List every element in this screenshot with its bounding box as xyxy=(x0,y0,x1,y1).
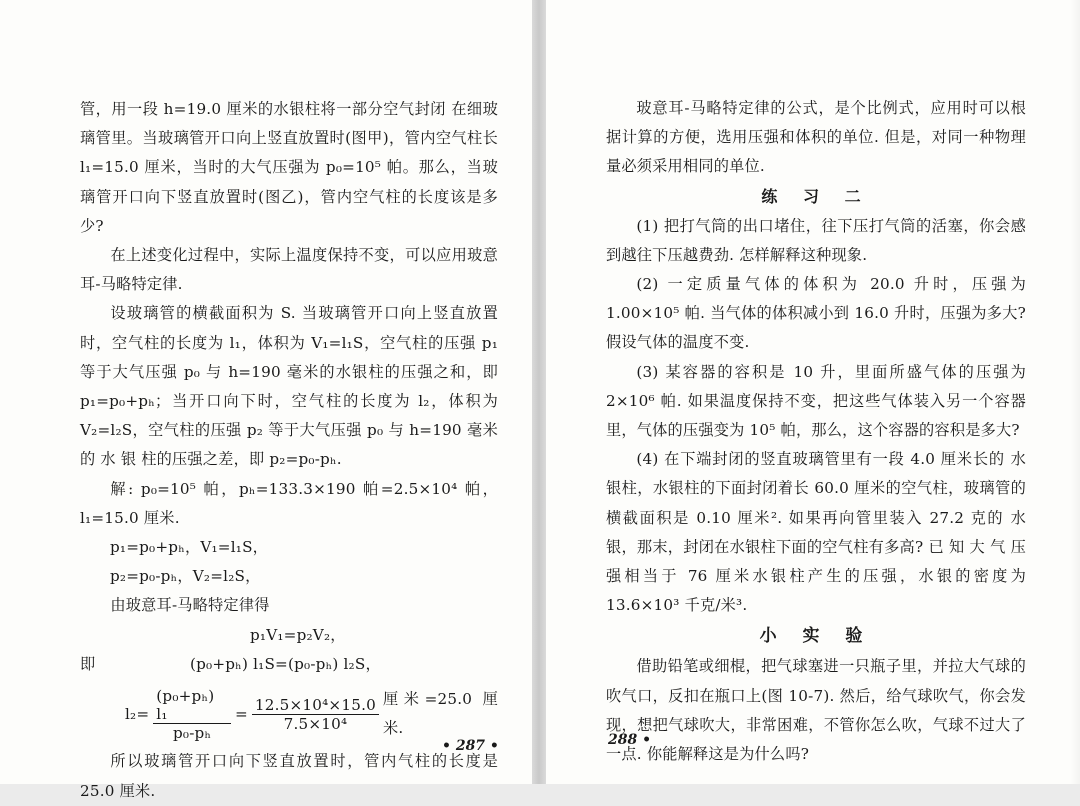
fraction-symbolic xyxy=(153,687,231,742)
ji-label: 即 xyxy=(80,654,96,673)
formula-state-1: p₁=p₀+pₕ，V₁=l₁S， xyxy=(110,538,269,557)
conclusion-paragraph: 所以玻璃管开口向下竖直放置时，管内气柱的长度是 25.0 厘米. xyxy=(80,752,498,800)
formula-substituted-expression: (p₀+pₕ) l₁S=(p₀-pₕ) l₂S， xyxy=(190,654,381,673)
book-gutter xyxy=(532,0,546,784)
page-number-left: • 287 • xyxy=(442,738,499,754)
formula-state-2: p₂=p₀-pₕ，V₂=l₂S， xyxy=(110,567,261,586)
equals-sign: = xyxy=(234,704,248,723)
problem-paragraph: 管，用一段 h=19.0 厘米的水银柱将一部分空气封闭 在细玻璃管里。当玻璃管开口向上竖直放置时(图甲)，管内空气柱长 l₁=15.0 厘米，当时的大气压强为 p₀=10⁵ 帕。那么，当玻璃管开口向下竖直放置时(图乙)，管内空气柱的长度该是多少? xyxy=(80,100,498,235)
law-statement: 由玻意耳-马略特定律得 xyxy=(110,596,270,615)
experiment-heading: 小 实 验 xyxy=(759,626,873,647)
page-edge-shadow xyxy=(1070,0,1080,784)
setup-paragraph: 设玻璃管的横截面积为 S. 当玻璃管开口向上竖直放置时，空气柱的长度为 l₁，体积为 V₁=l₁S，空气柱的压强 p₁等于大气压强 p₀ 与 h=190 毫米的水银柱的压强之和，即 p₁=p₀+pₕ；当开口向下时，空气柱的长度为 l₂，体积为 V₂=l₂S，空气柱的压强 p₂ 等于大气压强 p₀ 与 h=190 毫米的 水 银 柱的压强之差，即 p₂=p₀-pₕ. xyxy=(80,304,498,469)
experiment-paragraph: 借助铅笔或细棍，把气球塞进一只瓶子里，并拉大气球的吹气口，反扣在瓶口上(图 10-7). 然后，给气球吹气，你会发现，想把气球吹大，非常困难，不管你怎么吹，气球不过大了一点. 你能解释这是为什么吗? xyxy=(606,657,1026,764)
fraction-numeric-denominator: 7.5×10⁴ xyxy=(283,714,348,733)
exercise-item-3: (3) 某容器的容积是 10 升，里面所盛气体的压强为 2×10⁶ 帕. 如果温度保持不变，把这些气体装入另一个容器里，气体的压强变为 10⁵ 帕，那么，这个容器的容积是多大? xyxy=(606,362,1026,440)
fraction-symbolic-numerator: (p₀+pₕ) l₁ xyxy=(153,687,231,724)
right-page-text xyxy=(606,94,1026,769)
fraction-numeric xyxy=(252,696,379,733)
solution-paragraph: 解: p₀=10⁵ 帕，pₕ=133.3×190 帕=2.5×10⁴ 帕，l₁=15.0 厘米. xyxy=(80,479,498,527)
page-number-right: 288 • xyxy=(608,732,652,748)
left-page-text xyxy=(80,95,498,806)
exercise-item-2: (2) 一定质量气体的体积为 20.0 升时，压强为 1.00×10⁵ 帕. 当气体的体积减小到 16.0 升时，压强为多大? 假设气体的温度不变. xyxy=(606,275,1026,352)
l2-lhs: l₂= xyxy=(125,704,150,723)
l2-result: 厘米=25.0 厘米. xyxy=(382,690,498,738)
exercise-heading: 练 习 二 xyxy=(761,186,871,206)
formula-note-paragraph: 玻意耳-马略特定律的公式，是个比例式，应用时可以根据计算的方便，选用压强和体积的单位. 但是，对同一种物理量必须采用相同的单位. xyxy=(606,99,1026,176)
formula-boyle-law: p₁V₁=p₂V₂， xyxy=(250,625,346,644)
fraction-symbolic-denominator: p₀-pₕ xyxy=(172,723,212,742)
formula-l2-calculation xyxy=(80,685,498,743)
law-intro-paragraph: 在上述变化过程中，实际上温度保持不变，可以应用玻意耳-马略特定律. xyxy=(80,246,498,294)
fraction-numeric-numerator: 12.5×10⁴×15.0 xyxy=(252,696,379,715)
right-page xyxy=(546,0,1080,784)
left-page xyxy=(0,0,532,800)
exercise-item-1: (1) 把打气筒的出口堵住，往下压打气筒的活塞，你会感到越往下压越费劲. 怎样解释这种现象. xyxy=(606,216,1026,264)
exercise-item-4: (4) 在下端封闭的竖直玻璃管里有一段 4.0 厘米长的 水银柱，水银柱的下面封闭着长 60.0 厘米的空气柱，玻璃管的横截面积是 0.10 厘米². 如果再向管里装入 27.2 克的 水 银，那末，封闭在水银柱下面的空气柱有多高? 已 知 大 气 压 强相当于 76 厘米水银柱产生的压强，水银的密度为 13.6×10³ 千克/米³. xyxy=(606,450,1026,615)
formula-substituted xyxy=(80,650,498,679)
